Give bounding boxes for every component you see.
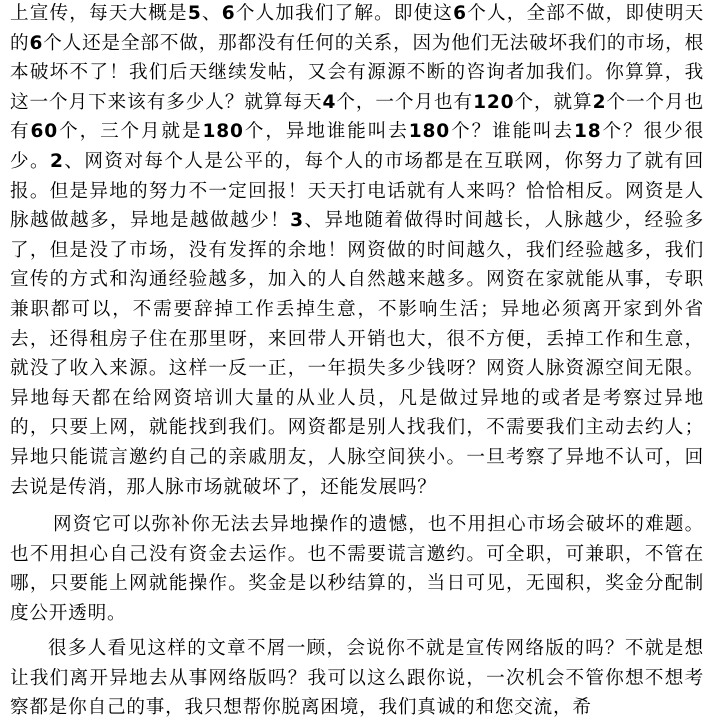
paragraph-1: 上宣传，每天大概是5、6个人加我们了解。即使这6个人，全部不做，即使明天的6个人还是全部不做，那都没有任何的关系，因为他们无法破坏我们的市场，根本破坏不了！我们后天继续发帖，又会有源源不断的咨询者加我们。你算算，我这一个月下来该有多少人？就算每天4个，一个月也有120个，就算2个一个月也有60个，三个月就是180个，异地谁能叫去180个？谁能叫去18个？很少很少。2、网资对每个人是公平的，每个人的市场都是在互联网，你努力了就有回报。但是异地的努力不一定回报！天天打电话就有人来吗？恰恰相反。网资是人脉越做越多，异地是越做越少！3、异地随着做得时间越长，人脉越少，经验多了，但是没了市场，没有发挥的余地！网资做的时间越久，我们经验越多，我们宣传的方式和沟通经验越多，加入的人自然越来越多。网资在家就能从事，专职兼职都可以，不需要辞掉工作丢掉生意，不影响生活；异地必须离开家到外省去，还得租房子住在那里呀，来回带人开销也大，很不方便，丢掉工作和生意，就没了收入来源。这样一反一正，一年损失多少钱呀？网资人脉资源空间无限。异地每天都在给网资培训大量的从业人员，凡是做过异地的或者是考察过异地的，只要上网，就能找到我们。网资都是别人找我们，不需要我们主动去约人；异地只能谎言邀约自己的亲戚朋友，人脉空间狭小。一旦考察了异地不认可，回去说是传消，那人脉市场就破坏了，还能发展吗？ xyxy=(10,3,704,498)
paragraph-3: 很多人看见这样的文章不屑一顾，会说你不就是宣传网络版的吗？不就是想让我们离开异地去从事网络版吗？我可以这么跟你说，一次机会不管你想不想考察都是你自己的事，我只想帮你脱离困境，我们真诚的和您交流，希 xyxy=(10,638,704,719)
paragraph-2: 网资它可以弥补你无法去异地操作的遗憾，也不用担心市场会破坏的难题。也不用担心自己没有资金去运作。也不需要谎言邀约。可全职，可兼职，不管在哪，只要能上网就能操作。奖金是以秒结算的，当日可见，无囤积，奖金分配制度公开透明。 xyxy=(10,514,704,624)
